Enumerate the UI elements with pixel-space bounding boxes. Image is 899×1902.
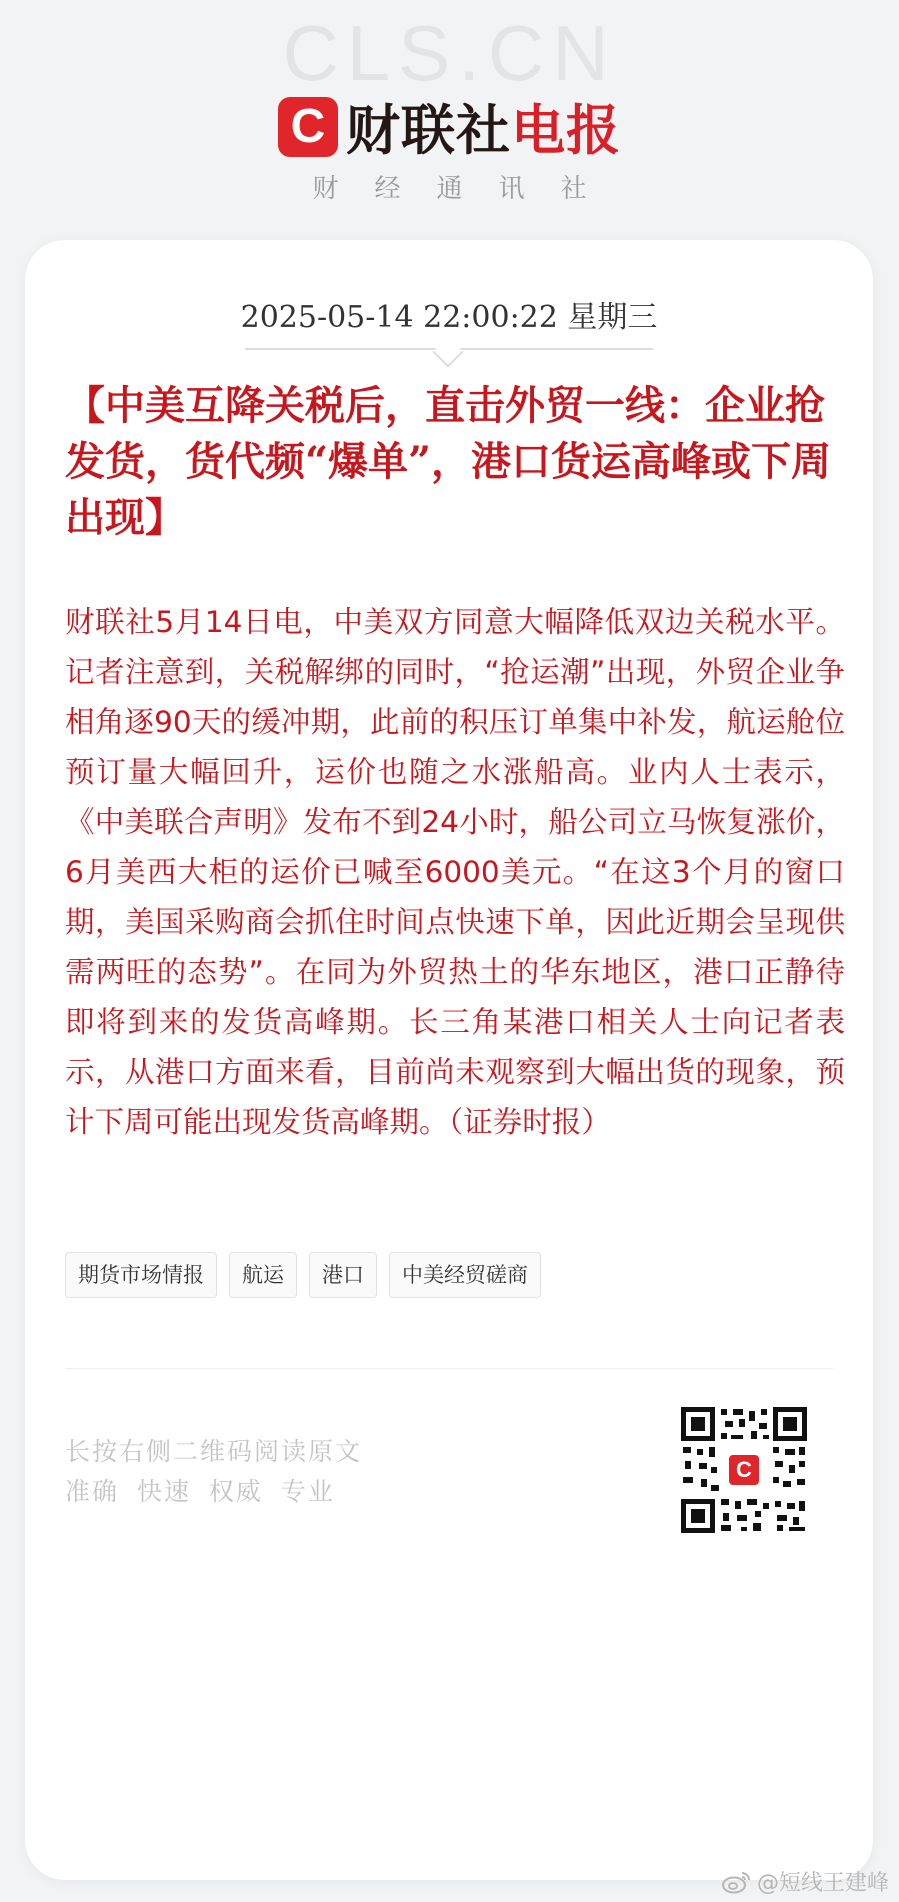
- brand-name: [346, 88, 621, 165]
- tag-futures-intel[interactable]: 期货市场情报: [65, 1252, 217, 1298]
- tag-list: [65, 1252, 541, 1298]
- brand-name-part2: 电报: [511, 99, 621, 162]
- brand-subtitle: 财经通讯社: [312, 174, 623, 204]
- read-original-prompt: 长按右侧二维码阅读原文: [65, 1437, 363, 1466]
- footer-prompt: [65, 1432, 362, 1512]
- weibo-watermark: [721, 1866, 889, 1897]
- logo-letter: C: [290, 99, 326, 153]
- tag-us-china-trade-talks[interactable]: 中美经贸磋商: [389, 1252, 541, 1298]
- weibo-handle: @短线王建峰: [756, 1871, 889, 1896]
- cls-watermark: CLS.CN: [282, 9, 617, 97]
- tag-shipping[interactable]: 航运: [229, 1252, 297, 1298]
- article-body: 财联社5月14日电，中美双方同意大幅降低双边关税水平。记者注意到，关税解绑的同时，“抢运潮”出现，外贸企业争相角逐90天的缓冲期，此前的积压订单集中补发，航运舱位预订量大幅回升，运价也随之水涨船高。业内人士表示，《中美联合声明》发布不到24小时，船公司立马恢复涨价，6月美西大柜的运价已喊至6000美元。“在这3个月的窗口期，美国采购商会抓住时间点快速下单，因此近期会呈现供需两旺的态势”。在同为外贸热土的华东地区，港口正静待即将到来的发货高峰期。长三角某港口相关人士向记者表示，从港口方面来看，目前尚未观察到大幅出货的现象，预计下周可能出现发货高峰期。（证券时报）: [65, 605, 845, 1139]
- cls-logo-icon: [278, 97, 338, 157]
- qr-logo-badge: [726, 1452, 762, 1488]
- brand-name-part1: 财联社: [346, 99, 511, 162]
- footer-divider: [65, 1368, 833, 1369]
- slogan: 准确 快速 权威 专业: [65, 1477, 335, 1506]
- article-datetime: 2025-05-14 22:00:22 星期三: [240, 300, 658, 335]
- weibo-icon: [721, 1870, 751, 1894]
- datetime-notch: [432, 336, 463, 367]
- brand-logo: [0, 88, 899, 165]
- tag-ports[interactable]: 港口: [309, 1252, 377, 1298]
- article-headline: 【中美互降关税后，直击外贸一线：企业抢发货，货代频“爆单”，港口货运高峰或下周出现】: [65, 382, 832, 541]
- qr-code[interactable]: [681, 1407, 807, 1533]
- qr-badge-letter: C: [736, 1457, 752, 1482]
- article-card: [25, 240, 873, 1880]
